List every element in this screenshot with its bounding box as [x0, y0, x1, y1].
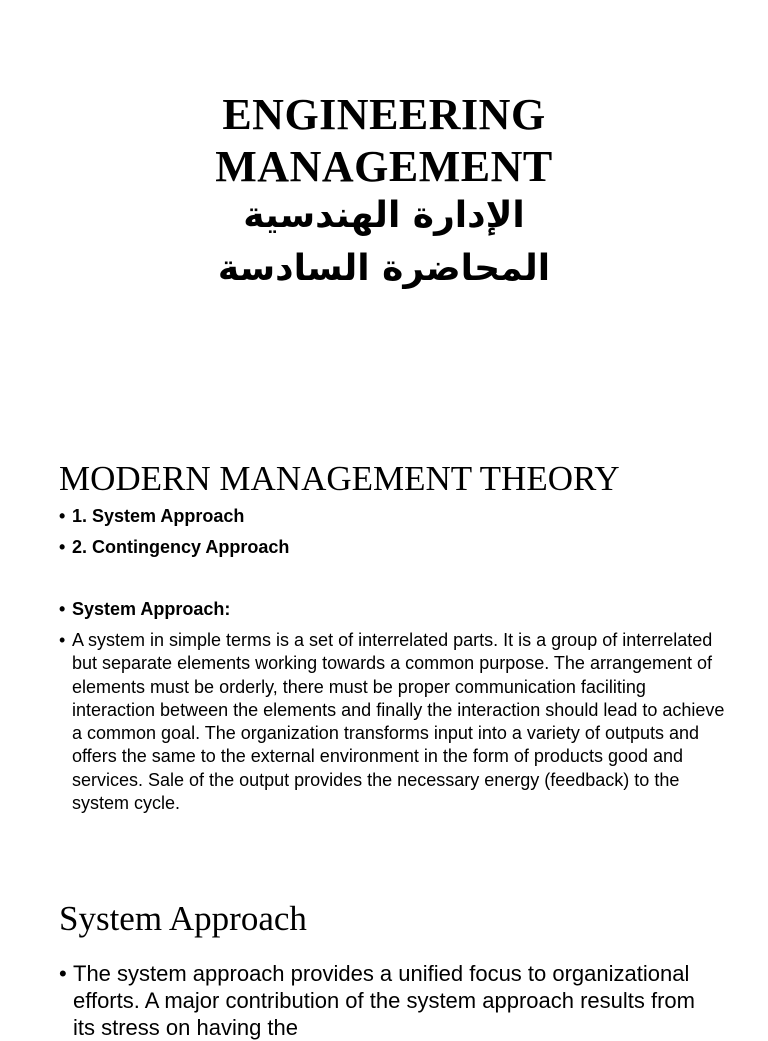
bullet-icon: • — [59, 506, 66, 526]
modern-theory-slide — [0, 440, 768, 860]
list-item — [59, 598, 732, 621]
bullet-icon: • — [59, 961, 67, 986]
list-item-text: 1. System Approach — [72, 506, 245, 526]
bullet-icon: • — [59, 537, 66, 557]
list-item — [59, 505, 732, 528]
list-item — [59, 960, 713, 1041]
list-item — [59, 629, 732, 815]
title-slide — [0, 0, 768, 440]
list-item — [59, 536, 732, 559]
system-approach-paragraph: A system in simple terms is a set of interrelated parts. It is a group of interrelated but separate elements working towards a common purpose. The arrangement of elements must be orderly, there must be proper communication faciliting interaction between the elements and finally the interaction should lead to achieve a common goal. The organization transforms input into a variety of outputs and offers the same to the external environment in the form of products good and services. Sale of the output provides the necessary energy (feedback) to the system cycle. — [72, 630, 725, 814]
title-english-line-1: ENGINEERING — [222, 90, 546, 139]
system-approach-bullet-text: The system approach provides a unified focus to organizational efforts. A major contribution of the system approach results from its stress on having the — [73, 961, 695, 1040]
modern-theory-heading: MODERN MANAGEMENT THEORY — [59, 459, 620, 498]
system-approach-label: System Approach: — [72, 599, 231, 619]
title-arabic-line-1: الإدارة الهندسية — [243, 195, 525, 236]
system-approach-heading: System Approach — [59, 899, 307, 938]
bullet-icon: • — [59, 630, 66, 650]
system-approach-slide — [0, 880, 768, 1040]
list-item-text: 2. Contingency Approach — [72, 537, 290, 557]
bullet-icon: • — [59, 599, 66, 619]
title-english-line-2: MANAGEMENT — [215, 142, 553, 191]
title-arabic-line-2: المحاضرة السادسة — [217, 248, 551, 289]
